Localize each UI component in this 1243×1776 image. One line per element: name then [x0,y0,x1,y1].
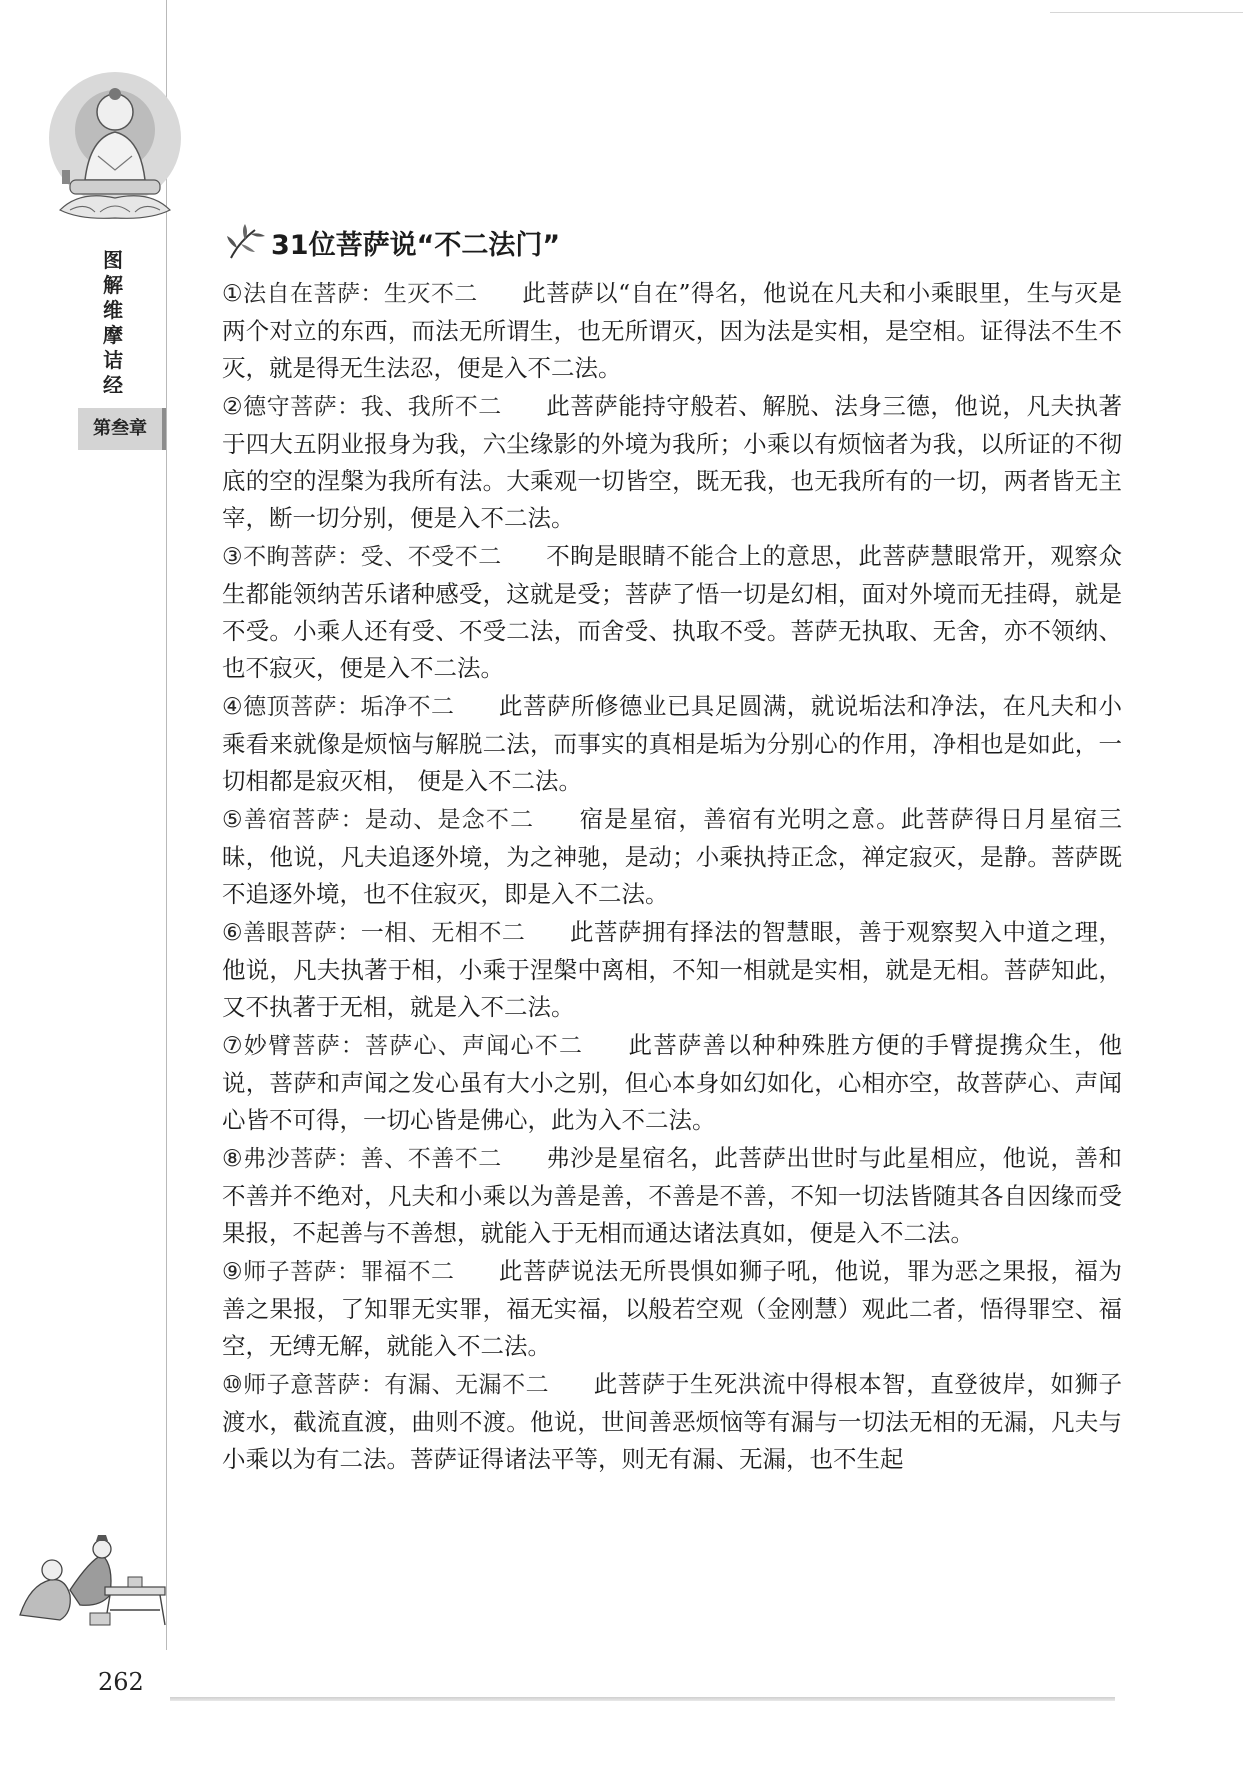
list-item [222,1027,1122,1139]
side-title-char: 经 [103,373,123,397]
entry-body: 此菩萨善以种种殊胜方便的手臂提携众生，他说，菩萨和声闻之发心虽有大小之别，但心本身如幻如化，心相亦空，故菩萨心、声闻心皆不可得，一切心皆是佛心，此为入不二法。 [222,1031,1123,1134]
content-body [222,275,1122,1479]
footer-rule [170,1697,1115,1701]
entry-head: ⑦妙臂菩萨：菩萨心、声闻心不二 [222,1033,584,1059]
list-item [222,801,1122,913]
entry-head: ④德顶菩萨：垢净不二 [222,694,455,720]
entry-head: ①法自在菩萨：生灭不二 [222,281,478,307]
entry-head: ⑨师子菩萨：罪福不二 [222,1259,455,1285]
entry-head: ⑩师子意菩萨：有漏、无漏不二 [222,1372,550,1398]
entry-body: 不眴是眼睛不能合上的意思，此菩萨慧眼常开，观察众生都能领纳苦乐诸种感受，这就是受；菩萨了悟一切是幻相，面对外境而无挂碍，就是不受。小乘人还有受、不受二法，而舍受、执取不受。菩萨无执取、无舍，亦不领纳、也不寂灭，便是入不二法。 [222,542,1122,682]
entry-body: 此菩萨于生死洪流中得根本智，直登彼岸，如狮子渡水，截流直渡，曲则不渡。他说，世间善恶烦恼等有漏与一切法无相的无漏，凡夫与小乘以为有二法。菩萨证得诸法平等，则无有漏、无漏，也不生起 [222,1370,1122,1473]
list-item [222,1140,1122,1252]
list-item [222,1366,1122,1478]
section-title: 31位菩萨说“不二法门” [271,229,561,261]
list-item [222,275,1122,387]
bamboo-icon [225,222,269,262]
entry-body: 宿是星宿，善宿有光明之意。此菩萨得日月星宿三昧，他说，凡夫追逐外境，为之神驰，是动；小乘执持正念，禅定寂灭，是静。菩萨既不追逐外境，也不住寂灭，即是入不二法。 [222,805,1122,908]
entry-body: 此菩萨以“自在”得名，他说在凡夫和小乘眼里，生与灭是两个对立的东西，而法无所谓生，也无所谓灭，因为法是实相，是空相。证得法不生不灭，就是得无生法忍，便是入不二法。 [222,279,1122,382]
entry-head: ⑥善眼菩萨：一相、无相不二 [222,920,526,946]
top-edge-rule [1050,0,1243,13]
entry-body: 此菩萨拥有择法的智慧眼，善于观察契入中道之理，他说，凡夫执著于相，小乘于涅槃中离相，不知一相就是实相，就是无相。菩萨知此，又不执著于无相，就是入不二法。 [222,918,1122,1021]
side-title-char: 摩 [103,323,123,347]
list-item [222,538,1122,687]
entry-head: ⑧弗沙菩萨：善、不善不二 [222,1146,502,1172]
scholar-illustration [10,1525,180,1630]
buddha-illustration [40,60,200,235]
section-heading [225,222,560,262]
side-title-char: 图 [103,248,123,272]
list-item [222,388,1122,537]
entry-body: 此菩萨所修德业已具足圆满，就说垢法和净法，在凡夫和小乘看来就像是烦恼与解脱二法，而事实的真相是垢为分别心的作用，净相也是如此，一切相都是寂灭相， 便是入不二法。 [222,692,1123,795]
margin-rule [166,0,167,1650]
chapter-label: 第叁章 [78,408,166,450]
side-book-title [88,248,138,398]
list-item [222,1253,1122,1365]
page-number: 262 [98,1668,144,1696]
side-title-char: 诘 [103,348,123,372]
entry-body: 此菩萨说法无所畏惧如狮子吼，他说，罪为恶之果报，福为善之果报，了知罪无实罪，福无实福，以般若空观（金刚慧）观此二者，悟得罪空、福空，无缚无解，就能入不二法。 [222,1257,1123,1360]
entry-head: ②德守菩萨：我、我所不二 [222,394,502,420]
list-item [222,914,1122,1026]
entry-body: 弗沙是星宿名，此菩萨出世时与此星相应，他说，善和不善并不绝对，凡夫和小乘以为善是善，不善是不善，不知一切法皆随其各自因缘而受果报，不起善与不善想，就能入于无相而通达诸法真如，便是入不二法。 [222,1144,1122,1247]
side-title-char: 解 [103,273,123,297]
list-item [222,688,1122,800]
entry-body: 此菩萨能持守般若、解脱、法身三德，他说，凡夫执著于四大五阴业报身为我，六尘缘影的外境为我所；小乘以有烦恼者为我，以所证的不彻底的空的涅槃为我所有法。大乘观一切皆空，既无我，也无我所有的一切，两者皆无主宰，断一切分别，便是入不二法。 [222,392,1122,532]
side-title-char: 维 [103,298,123,322]
entry-head: ⑤善宿菩萨：是动、是念不二 [222,807,535,833]
entry-head: ③不眴菩萨：受、不受不二 [222,544,502,570]
